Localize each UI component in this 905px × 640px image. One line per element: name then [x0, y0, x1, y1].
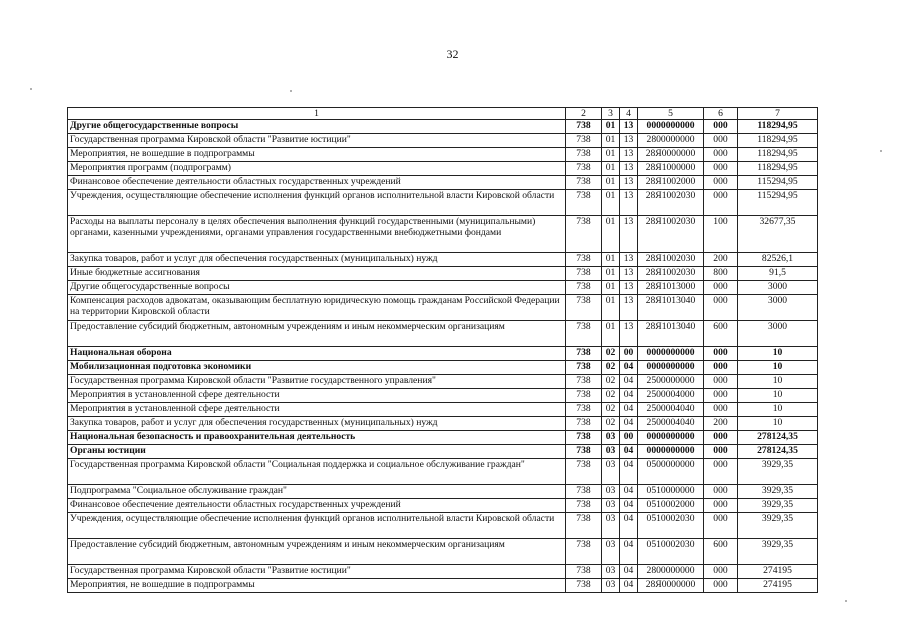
row-code-cell: 738	[566, 403, 602, 417]
row-type-cell: 000	[704, 403, 738, 417]
row-subsection-cell: 13	[620, 134, 638, 148]
row-amount-cell: 118294,95	[738, 120, 818, 134]
row-type-cell: 000	[704, 499, 738, 513]
row-type-cell: 000	[704, 459, 738, 485]
row-type-cell: 000	[704, 375, 738, 389]
table-row	[68, 445, 818, 459]
table-row	[68, 321, 818, 347]
row-section-cell: 03	[602, 513, 620, 539]
row-target-cell: 0510002000	[638, 499, 704, 513]
row-name-cell: Подпрограмма "Социальное обслуживание граждан"	[68, 485, 566, 499]
row-section-cell: 01	[602, 120, 620, 134]
header-cell-4: 4	[620, 108, 638, 120]
row-section-cell: 01	[602, 176, 620, 190]
row-amount-cell: 10	[738, 403, 818, 417]
row-name-cell: Финансовое обеспечение деятельности областных государственных учреждений	[68, 176, 566, 190]
row-section-cell: 01	[602, 253, 620, 267]
row-subsection-cell: 13	[620, 148, 638, 162]
row-subsection-cell: 04	[620, 361, 638, 375]
row-section-cell: 01	[602, 162, 620, 176]
row-amount-cell: 91,5	[738, 267, 818, 281]
row-name-cell: Государственная программа Кировской области "Социальная поддержка и социальное обслуживание граждан"	[68, 459, 566, 485]
row-code-cell: 738	[566, 459, 602, 485]
row-name-cell: Предоставление субсидий бюджетным, автономным учреждениям и иным некоммерческим организациям	[68, 539, 566, 565]
row-name-cell: Национальная оборона	[68, 347, 566, 361]
table-row	[68, 295, 818, 321]
row-code-cell: 738	[566, 148, 602, 162]
table-row	[68, 134, 818, 148]
table-row	[68, 417, 818, 431]
row-subsection-cell: 13	[620, 295, 638, 321]
row-amount-cell: 3929,35	[738, 459, 818, 485]
row-amount-cell: 10	[738, 389, 818, 403]
row-amount-cell: 3000	[738, 281, 818, 295]
row-subsection-cell: 04	[620, 513, 638, 539]
scan-speck	[880, 150, 882, 152]
row-code-cell: 738	[566, 431, 602, 445]
row-amount-cell: 118294,95	[738, 134, 818, 148]
row-subsection-cell: 04	[620, 579, 638, 593]
table-row	[68, 347, 818, 361]
row-target-cell: 28Я1002030	[638, 253, 704, 267]
row-code-cell: 738	[566, 253, 602, 267]
header-cell-2: 2	[566, 108, 602, 120]
row-code-cell: 738	[566, 389, 602, 403]
row-name-cell: Расходы на выплаты персоналу в целях обеспечения выполнения функций государственными (муниципальными) органами, казенными учреждениями, органами управления государственными внебюджетными фондами	[68, 216, 566, 253]
row-target-cell: 28Я1002030	[638, 190, 704, 216]
row-section-cell: 02	[602, 389, 620, 403]
table-row	[68, 216, 818, 253]
header-row	[68, 108, 818, 120]
row-section-cell: 02	[602, 361, 620, 375]
row-name-cell: Мероприятия в установленной сфере деятельности	[68, 403, 566, 417]
table-row	[68, 513, 818, 539]
row-section-cell: 01	[602, 281, 620, 295]
row-type-cell: 000	[704, 347, 738, 361]
row-target-cell: 0000000000	[638, 120, 704, 134]
row-section-cell: 01	[602, 295, 620, 321]
row-target-cell: 28Я1013000	[638, 281, 704, 295]
row-amount-cell: 3929,35	[738, 539, 818, 565]
row-subsection-cell: 13	[620, 120, 638, 134]
row-target-cell: 0000000000	[638, 347, 704, 361]
row-name-cell: Государственная программа Кировской области "Развитие юстиции"	[68, 134, 566, 148]
table-row	[68, 539, 818, 565]
row-section-cell: 03	[602, 565, 620, 579]
row-type-cell: 000	[704, 389, 738, 403]
table-row	[68, 361, 818, 375]
row-target-cell: 0510000000	[638, 485, 704, 499]
row-type-cell: 600	[704, 539, 738, 565]
row-code-cell: 738	[566, 499, 602, 513]
row-section-cell: 03	[602, 579, 620, 593]
row-subsection-cell: 13	[620, 253, 638, 267]
row-name-cell: Государственная программа Кировской области "Развитие юстиции"	[68, 565, 566, 579]
row-section-cell: 03	[602, 485, 620, 499]
row-name-cell: Учреждения, осуществляющие обеспечение исполнения функций органов исполнительной власти Кировской области	[68, 190, 566, 216]
table-row	[68, 253, 818, 267]
row-section-cell: 02	[602, 417, 620, 431]
row-subsection-cell: 00	[620, 347, 638, 361]
table-row	[68, 190, 818, 216]
row-target-cell: 2800000000	[638, 565, 704, 579]
table-row	[68, 375, 818, 389]
table-row	[68, 120, 818, 134]
row-type-cell: 000	[704, 148, 738, 162]
row-type-cell: 000	[704, 513, 738, 539]
row-name-cell: Мероприятия, не вошедшие в подпрограммы	[68, 579, 566, 593]
row-code-cell: 738	[566, 120, 602, 134]
row-subsection-cell: 13	[620, 267, 638, 281]
row-subsection-cell: 13	[620, 281, 638, 295]
row-code-cell: 738	[566, 579, 602, 593]
row-name-cell: Предоставление субсидий бюджетным, автономным учреждениям и иным некоммерческим организациям	[68, 321, 566, 347]
row-code-cell: 738	[566, 176, 602, 190]
row-subsection-cell: 04	[620, 499, 638, 513]
scan-speck	[845, 600, 847, 602]
row-subsection-cell: 13	[620, 216, 638, 253]
row-target-cell: 0510002030	[638, 539, 704, 565]
row-target-cell: 28Я1002030	[638, 216, 704, 253]
row-section-cell: 02	[602, 347, 620, 361]
row-type-cell: 000	[704, 431, 738, 445]
row-target-cell: 28Я1002030	[638, 267, 704, 281]
header-cell-1: 1	[68, 108, 566, 120]
row-code-cell: 738	[566, 190, 602, 216]
row-section-cell: 03	[602, 431, 620, 445]
row-amount-cell: 278124,35	[738, 445, 818, 459]
table-row	[68, 579, 818, 593]
row-name-cell: Мобилизационная подготовка экономики	[68, 361, 566, 375]
row-subsection-cell: 00	[620, 431, 638, 445]
header-cell-5: 5	[638, 108, 704, 120]
budget-table	[67, 107, 818, 593]
row-target-cell: 2800000000	[638, 134, 704, 148]
row-section-cell: 01	[602, 216, 620, 253]
row-name-cell: Компенсация расходов адвокатам, оказывающим бесплатную юридическую помощь гражданам Российской Федерации на территории Кировской области	[68, 295, 566, 321]
row-name-cell: Мероприятия в установленной сфере деятельности	[68, 389, 566, 403]
row-target-cell: 0500000000	[638, 459, 704, 485]
row-name-cell: Национальная безопасность и правоохранительная деятельность	[68, 431, 566, 445]
row-subsection-cell: 04	[620, 445, 638, 459]
row-name-cell: Финансовое обеспечение деятельности областных государственных учреждений	[68, 499, 566, 513]
row-subsection-cell: 13	[620, 190, 638, 216]
row-amount-cell: 278124,35	[738, 431, 818, 445]
row-subsection-cell: 13	[620, 176, 638, 190]
row-target-cell: 0510002030	[638, 513, 704, 539]
row-type-cell: 200	[704, 417, 738, 431]
row-type-cell: 200	[704, 253, 738, 267]
row-target-cell: 2500004000	[638, 389, 704, 403]
row-code-cell: 738	[566, 445, 602, 459]
row-code-cell: 738	[566, 216, 602, 253]
table-row	[68, 389, 818, 403]
row-section-cell: 03	[602, 539, 620, 565]
row-subsection-cell: 04	[620, 565, 638, 579]
row-name-cell: Мероприятия, не вошедшие в подпрограммы	[68, 148, 566, 162]
row-code-cell: 738	[566, 321, 602, 347]
row-target-cell: 0000000000	[638, 431, 704, 445]
row-name-cell: Органы юстиции	[68, 445, 566, 459]
table-row	[68, 459, 818, 485]
header-cell-7: 7	[738, 108, 818, 120]
row-type-cell: 000	[704, 361, 738, 375]
row-code-cell: 738	[566, 281, 602, 295]
row-type-cell: 800	[704, 267, 738, 281]
header-cell-6: 6	[704, 108, 738, 120]
row-name-cell: Государственная программа Кировской области "Развитие государственного управления"	[68, 375, 566, 389]
row-amount-cell: 118294,95	[738, 162, 818, 176]
row-type-cell: 100	[704, 216, 738, 253]
row-section-cell: 02	[602, 375, 620, 389]
row-type-cell: 000	[704, 485, 738, 499]
row-target-cell: 0000000000	[638, 445, 704, 459]
table-row	[68, 176, 818, 190]
row-amount-cell: 32677,35	[738, 216, 818, 253]
row-code-cell: 738	[566, 267, 602, 281]
row-type-cell: 600	[704, 321, 738, 347]
row-code-cell: 738	[566, 513, 602, 539]
row-name-cell: Иные бюджетные ассигнования	[68, 267, 566, 281]
page-number: 32	[446, 47, 459, 61]
row-amount-cell: 10	[738, 375, 818, 389]
row-target-cell: 0000000000	[638, 361, 704, 375]
row-type-cell: 000	[704, 162, 738, 176]
row-subsection-cell: 04	[620, 485, 638, 499]
row-amount-cell: 274195	[738, 579, 818, 593]
table-row	[68, 499, 818, 513]
table-row	[68, 267, 818, 281]
row-type-cell: 000	[704, 281, 738, 295]
budget-table-body	[68, 108, 818, 593]
row-subsection-cell: 13	[620, 321, 638, 347]
row-name-cell: Учреждения, осуществляющие обеспечение исполнения функций органов исполнительной власти Кировской области	[68, 513, 566, 539]
row-type-cell: 000	[704, 295, 738, 321]
row-type-cell: 000	[704, 579, 738, 593]
row-code-cell: 738	[566, 565, 602, 579]
row-subsection-cell: 04	[620, 403, 638, 417]
row-amount-cell: 274195	[738, 565, 818, 579]
table-row	[68, 281, 818, 295]
table-row	[68, 148, 818, 162]
row-amount-cell: 10	[738, 417, 818, 431]
row-amount-cell: 115294,95	[738, 190, 818, 216]
row-section-cell: 02	[602, 403, 620, 417]
row-amount-cell: 10	[738, 361, 818, 375]
table-row	[68, 403, 818, 417]
row-name-cell: Закупка товаров, работ и услуг для обеспечения государственных (муниципальных) нужд	[68, 417, 566, 431]
table-row	[68, 565, 818, 579]
row-subsection-cell: 04	[620, 375, 638, 389]
row-code-cell: 738	[566, 375, 602, 389]
row-code-cell: 738	[566, 485, 602, 499]
header-cell-3: 3	[602, 108, 620, 120]
row-target-cell: 28Я1013040	[638, 295, 704, 321]
row-subsection-cell: 04	[620, 539, 638, 565]
row-section-cell: 03	[602, 459, 620, 485]
row-section-cell: 03	[602, 499, 620, 513]
row-name-cell: Другие общегосударственные вопросы	[68, 120, 566, 134]
row-subsection-cell: 13	[620, 162, 638, 176]
row-code-cell: 738	[566, 134, 602, 148]
row-amount-cell: 3000	[738, 321, 818, 347]
row-amount-cell: 118294,95	[738, 148, 818, 162]
row-type-cell: 000	[704, 120, 738, 134]
row-amount-cell: 115294,95	[738, 176, 818, 190]
row-code-cell: 738	[566, 417, 602, 431]
row-target-cell: 2500004040	[638, 403, 704, 417]
scan-speck	[290, 90, 292, 92]
row-amount-cell: 3929,35	[738, 499, 818, 513]
row-code-cell: 738	[566, 539, 602, 565]
table-row	[68, 431, 818, 445]
row-section-cell: 03	[602, 445, 620, 459]
row-amount-cell: 3929,35	[738, 513, 818, 539]
row-subsection-cell: 04	[620, 389, 638, 403]
row-name-cell: Другие общегосударственные вопросы	[68, 281, 566, 295]
row-target-cell: 2500000000	[638, 375, 704, 389]
row-section-cell: 01	[602, 190, 620, 216]
table-row	[68, 162, 818, 176]
row-code-cell: 738	[566, 162, 602, 176]
row-amount-cell: 10	[738, 347, 818, 361]
row-target-cell: 28Я0000000	[638, 579, 704, 593]
row-code-cell: 738	[566, 361, 602, 375]
row-target-cell: 28Я0000000	[638, 148, 704, 162]
row-type-cell: 000	[704, 190, 738, 216]
row-type-cell: 000	[704, 176, 738, 190]
row-name-cell: Мероприятия программ (подпрограмм)	[68, 162, 566, 176]
row-section-cell: 01	[602, 321, 620, 347]
row-section-cell: 01	[602, 267, 620, 281]
row-section-cell: 01	[602, 148, 620, 162]
row-target-cell: 28Я1000000	[638, 162, 704, 176]
row-type-cell: 000	[704, 134, 738, 148]
row-name-cell: Закупка товаров, работ и услуг для обеспечения государственных (муниципальных) нужд	[68, 253, 566, 267]
row-code-cell: 738	[566, 347, 602, 361]
row-amount-cell: 3929,35	[738, 485, 818, 499]
row-code-cell: 738	[566, 295, 602, 321]
row-type-cell: 000	[704, 565, 738, 579]
row-target-cell: 28Я1002000	[638, 176, 704, 190]
row-target-cell: 28Я1013040	[638, 321, 704, 347]
scan-speck	[30, 88, 32, 90]
row-type-cell: 000	[704, 445, 738, 459]
row-amount-cell: 82526,1	[738, 253, 818, 267]
row-subsection-cell: 04	[620, 417, 638, 431]
table-row	[68, 485, 818, 499]
row-amount-cell: 3000	[738, 295, 818, 321]
row-subsection-cell: 04	[620, 459, 638, 485]
row-target-cell: 2500004040	[638, 417, 704, 431]
row-section-cell: 01	[602, 134, 620, 148]
